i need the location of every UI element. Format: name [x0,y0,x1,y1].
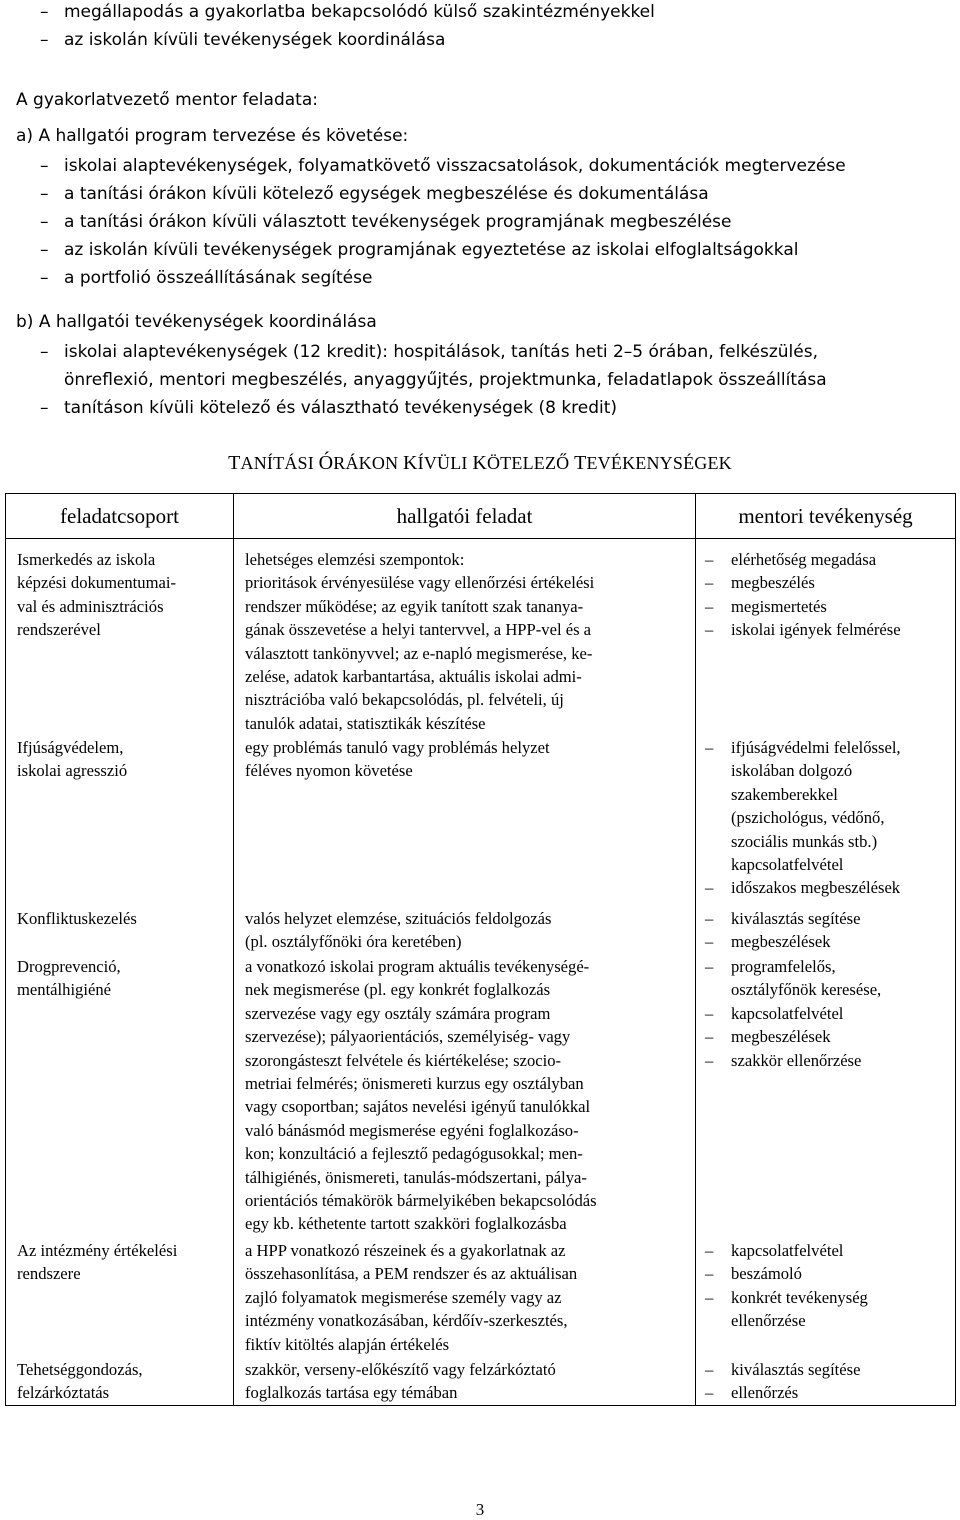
dash-glyph: – [705,596,714,616]
task-text-line: szervezése); pályaorientációs, személyiség- vagy [245,1027,571,1047]
task-text-line: vagy csoportban; sajátos nevelési igényű tanulókkal [245,1097,591,1117]
group-text-line: Konfliktuskezelés [17,909,137,928]
group-text-line: rendszerével [17,620,101,640]
task-text-line: zajló folyamatok megismerése személy vagy az [245,1287,562,1307]
dash-glyph: – [705,573,714,593]
task-column [234,539,696,1406]
task-text-line: szorongásteszt felvétele és kiértékelése; szocio- [245,1050,562,1070]
dash-glyph: – [705,957,714,976]
mentor-text-line: – kiválasztás segítése [705,907,860,930]
task-text-line: valós helyzet elemzése, szituációs feldolgozás [245,909,552,928]
group-text-line: iskolai agresszió [17,761,128,781]
dash-glyph: – [40,2,49,22]
page-number: 3 [475,1500,485,1519]
task-text-line: foglalkozás tartása egy témában [245,1383,458,1403]
task-text-line: szakkör, verseny-előkészítő vagy felzárkóztató [245,1360,556,1379]
group-text-line: felzárkóztatás [17,1383,110,1403]
mentor-column [696,539,956,1406]
task-text-line: egy problémás tanuló vagy problémás helyzet [245,738,550,757]
task-text-line: prioritások érvényesülése vagy ellenőrzési értékelési [245,573,595,593]
section-a-item: – a tanítási órákon kívüli kötelező egységek megbeszélése és dokumentálása [40,184,709,204]
dash-glyph: – [705,1003,714,1023]
mentor-text-line: – kapcsolatfelvétel [705,1002,843,1025]
task-text-line: a HPP vonatkozó részeinek és a gyakorlatnak az [245,1241,566,1260]
section-b-item-1-cont: önreflexió, mentori megbeszélés, anyaggyűjtés, projektmunka, feladatlapok összeállítása [64,370,827,390]
table-title: TANÍTÁSI ÓRÁKON KÍVÜLI KÖTELEZŐ TEVÉKENYSÉGEK [228,452,732,474]
group-text-line: rendszere [17,1264,81,1284]
mentor-text-line: – konkrét tevékenység [705,1286,868,1309]
mentor-text-line: szociális munkás stb.) [731,831,878,851]
dash-glyph: – [705,1050,714,1070]
task-text-line: (pl. osztályfőnöki óra keretében) [245,932,462,952]
section-b-heading: b) A hallgatói tevékenységek koordinálása [16,312,377,332]
task-text-line: tálhigiénés, önismereti, tanulás-módszertani, pálya- [245,1167,587,1187]
mentor-text-line: szakemberekkel [731,784,838,804]
intro-line-2: – az iskolán kívüli tevékenységek koordinálása [40,30,446,50]
task-text-line: választott tankönyvvel; az e-napló megismerése, ke- [245,643,593,663]
group-text-line: mentálhigiéné [17,980,111,1000]
task-text-line: rendszer működése; az egyik tanított szak tananya- [245,596,584,616]
mentor-text-line: – ellenőrzés [705,1381,798,1404]
group-column [6,539,234,1406]
task-text-line: egy kb. kéthetente tartott szakköri foglalkozásba [245,1214,567,1234]
dash-glyph: – [40,30,49,50]
dash-glyph: – [705,738,714,757]
group-text-line: képzési dokumentumai- [17,573,176,593]
task-text-line: zelése, adatok karbantartása, aktuális iskolai admi- [245,667,582,686]
dash-glyph: – [705,1027,714,1047]
mentor-text-line: – ifjúságvédelmi felelőssel, [705,736,901,759]
dash-glyph: – [705,1264,714,1284]
group-text-line: Ifjúságvédelem, [17,738,124,757]
dash-glyph: – [705,909,714,928]
mentor-text-line: – megbeszélés [705,571,815,594]
dash-glyph: – [705,932,714,952]
task-text-line: intézmény vonatkozásában, kérdőív-szerkesztés, [245,1311,568,1331]
task-text-line: nisztrációba való bekapcsolódás, pl. felvételi, új [245,690,564,710]
task-text-line: való bánásmód megismerése egyéni foglalkozáso- [245,1120,579,1140]
section-b-item-2: – tanításon kívüli kötelező és választható tevékenységek (8 kredit) [40,398,618,418]
task-text-line: összehasonlítása, a PEM rendszer és az aktuálisan [245,1264,578,1284]
dash-glyph: – [705,1287,714,1307]
dash-glyph: – [705,1241,714,1260]
section-a-heading: a) A hallgatói program tervezése és követése: [16,126,409,146]
table-body-row [6,539,956,1406]
task-text-line: tanulók adatai, statisztikák készítése [245,713,486,733]
section-a-item: – iskolai alaptevékenységek, folyamatkövető visszacsatolások, dokumentációk megtervezése [40,156,846,176]
mentor-text-line: – kapcsolatfelvétel [705,1239,843,1262]
task-text-line: a vonatkozó iskolai program aktuális tevékenységé- [245,957,590,976]
section-a-item: – az iskolán kívüli tevékenységek programjának egyeztetése az iskolai elfoglaltságokkal [40,240,799,260]
group-text-line: val és adminisztrációs [17,596,164,616]
task-text-line: gának összevetése a helyi tantervvel, a HPP-vel és a [245,620,592,640]
task-text-line: kon; konzultáció a fejlesztő pedagógusokkal; men- [245,1144,583,1164]
mentor-text-line: osztályfőnök keresése, [731,980,882,1000]
mentor-heading: A gyakorlatvezető mentor feladata: [16,90,318,110]
header-mentori-tevekenyseg: mentori tevékenység [696,494,956,539]
group-text-line: Az intézmény értékelési [17,1241,178,1260]
task-text-line: metriai felmérés; önismereti kurzus egy osztályban [245,1074,584,1093]
task-text-line: nek megismerése (pl. egy konkrét foglalkozás [245,980,551,1000]
section-b-item-1: – iskolai alaptevékenységek (12 kredit): hospitálások, tanítás heti 2–5 órában, felkészülés, [40,342,818,362]
mentor-text-line: – megismertetés [705,595,827,618]
task-text-line: féléves nyomon követése [245,761,413,781]
mentor-text-line: iskolában dolgozó [731,761,853,781]
task-text-line: orientációs témakörök bármelyikében bekapcsolódás [245,1191,597,1210]
table-header-row [6,494,956,539]
task-text-line: lehetséges elemzési szempontok: [245,550,465,569]
mentor-text-line: kapcsolatfelvétel [731,855,844,874]
group-text-line: Ismerkedés az iskola [17,550,156,569]
dash-glyph: – [705,620,714,640]
mentor-text-line: (pszichológus, védőnő, [731,808,885,828]
mentor-text-line: – kiválasztás segítése [705,1358,860,1381]
header-feladatcsoport: feladatcsoport [6,494,234,539]
group-text-line: Drogprevenció, [17,957,121,976]
mentor-text-line: – megbeszélések [705,930,831,953]
mentor-text-line: ellenőrzése [731,1311,806,1331]
intro-line-1: – megállapodás a gyakorlatba bekapcsolódó külső szakintézményekkel [40,2,655,22]
mentor-text-line: – beszámoló [705,1262,802,1285]
dash-glyph: – [705,1383,714,1403]
mentor-text-line: – szakkör ellenőrzése [705,1049,861,1072]
mentor-text-line: – programfelelős, [705,955,836,978]
group-text-line: Tehetséggondozás, [17,1360,143,1379]
dash-glyph: – [705,550,714,569]
dash-glyph: – [705,878,714,898]
mentor-text-line: – iskolai igények felmérése [705,618,901,641]
mentor-text-line: – időszakos megbeszélések [705,876,900,899]
task-text-line: fiktív kitöltés alapján értékelés [245,1334,450,1354]
header-hallgatoi-feladat: hallgatói feladat [234,494,696,539]
activities-table [5,493,956,1406]
section-a-item: – a portfolió összeállításának segítése [40,268,373,288]
section-a-item: – a tanítási órákon kívüli választott tevékenységek programjának megbeszélése [40,212,732,232]
dash-glyph: – [705,1360,714,1379]
mentor-text-line: – megbeszélések [705,1025,831,1048]
mentor-text-line: – elérhetőség megadása [705,548,876,571]
task-text-line: szervezése vagy egy osztály számára program [245,1003,551,1023]
